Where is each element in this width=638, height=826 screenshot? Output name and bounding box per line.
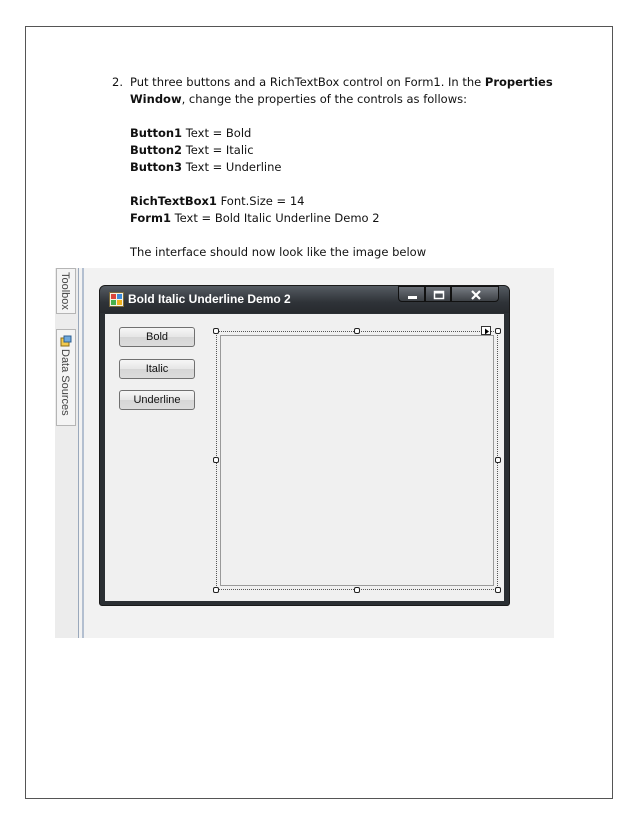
data-sources-icon [60, 335, 72, 347]
window-title: Bold Italic Underline Demo 2 [128, 292, 291, 306]
prop-value: Text = Italic [182, 143, 254, 157]
form-client-area [105, 314, 504, 601]
rich-text-box-inner [220, 335, 494, 586]
designer-screenshot [55, 268, 554, 638]
data-sources-tab-label: Data Sources [59, 349, 71, 416]
toolbox-tab-label: Toolbox [59, 272, 71, 310]
prop-name: Button3 [130, 160, 183, 174]
resize-handle[interactable] [213, 328, 219, 334]
resize-handle[interactable] [495, 457, 501, 463]
divider [82, 268, 84, 638]
step-number: 2. [112, 75, 123, 89]
form-window [99, 285, 510, 606]
italic-button[interactable]: Italic [119, 359, 195, 379]
resize-handle[interactable] [213, 457, 219, 463]
ide-side-strip [55, 268, 79, 638]
instruction-text: Put three buttons and a RichTextBox control on Form1. In the [130, 75, 485, 89]
resize-handle[interactable] [495, 328, 501, 334]
instruction-body [130, 74, 580, 261]
app-icon [109, 292, 124, 307]
rich-text-box[interactable] [216, 331, 498, 590]
resize-handle[interactable] [495, 587, 501, 593]
prop-name: RichTextBox1 [130, 194, 217, 208]
properties-bold: Properties [484, 75, 553, 89]
prop-name: Button1 [130, 126, 183, 140]
resize-handle[interactable] [354, 328, 360, 334]
prop-value: Text = Bold Italic Underline Demo 2 [170, 211, 380, 225]
resize-handle[interactable] [213, 587, 219, 593]
prop-value: Text = Underline [182, 160, 282, 174]
minimize-button[interactable] [398, 286, 425, 302]
data-sources-tab[interactable] [56, 329, 76, 426]
instruction-text-end: , change the properties of the controls as follows: [181, 92, 467, 106]
toolbox-tab[interactable] [56, 268, 76, 314]
button-props [130, 125, 580, 176]
minimize-icon [399, 287, 426, 303]
prop-value: Font.Size = 14 [216, 194, 305, 208]
prop-name: Form1 [130, 211, 171, 225]
title-bar[interactable] [100, 286, 509, 313]
resize-handle[interactable] [354, 587, 360, 593]
smart-tag-button[interactable] [481, 326, 491, 335]
window-controls [398, 286, 499, 302]
close-icon [452, 287, 500, 303]
maximize-icon [426, 287, 452, 303]
arrow-right-icon [482, 327, 492, 336]
close-button[interactable] [451, 286, 499, 302]
prop-name: Button2 [130, 143, 183, 157]
prop-value: Text = Bold [182, 126, 252, 140]
instruction-paragraph [130, 74, 580, 108]
bold-button[interactable]: Bold [119, 327, 195, 347]
other-props [130, 193, 580, 227]
maximize-button[interactable] [425, 286, 451, 302]
underline-button[interactable]: Underline [119, 390, 195, 410]
closing-text: The interface should now look like the image below [130, 245, 427, 259]
window-bold: Window [130, 92, 182, 106]
divider [78, 268, 79, 638]
